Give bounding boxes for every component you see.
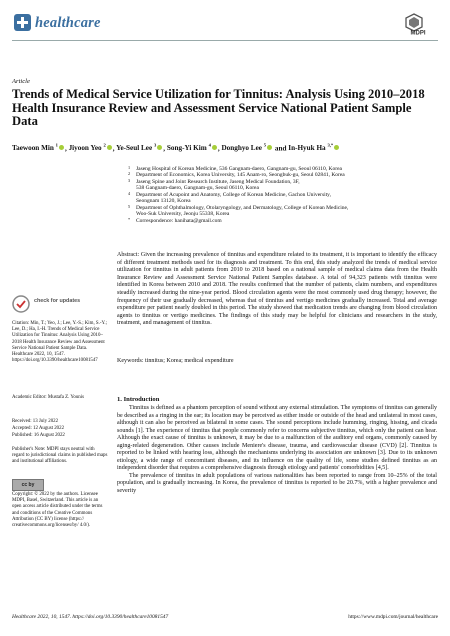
author-name[interactable]: In-Hyuk Ha $^{3,*}$ [288,144,340,152]
affiliation-text: 538 Gangnam-daero, Gangnam-gu, Seoul 06110, Korea [136,185,259,192]
journal-header [12,8,438,38]
check-updates-label: check for updates [34,298,81,304]
author-affiliation-sup: 3 [154,143,157,148]
affiliation-number: 3 [128,177,131,183]
affiliations [128,166,428,224]
orcid-icon[interactable] [334,145,339,150]
journal-name[interactable]: healthcare [35,15,101,31]
affiliation-number: * [128,216,131,222]
affiliation-text: Woo-Suk University, Jeonju 55338, Korea [136,211,230,218]
footer-journal-link[interactable]: https://www.mdpi.com/journal/healthcare [348,614,438,620]
introduction-heading: 1. Introduction [117,396,160,403]
header-divider [12,40,438,41]
author-name[interactable]: Taewoon Min $^1$ [12,144,65,152]
affiliation-number: 2 [128,171,131,177]
publisher-name: MDPI [410,30,426,35]
affiliation-number: 4 [128,190,131,196]
orcid-icon[interactable] [59,145,64,150]
article-title: Trends of Medical Service Utilization for Tinnitus: Analysis Using 2010–2018 Health Insurance Review and Assessment Service National Patient Sample Data [12,87,425,129]
author-affiliation-sup: 2 [103,143,106,148]
author-affiliation-sup: 5 [263,143,267,148]
publisher-note: Publisher's Note: MDPI stays neutral with regard to jurisdictional claims in published maps and institutional affiliations. [12,447,108,465]
affiliation-text: Department of Economics, Korea University, 145 Anam-ro, Seongbuk-gu, Seoul 02841, Korea [136,172,345,179]
mdpi-logo-icon[interactable] [400,13,436,35]
author-affiliation-sup: 3,* [327,143,334,148]
introduction-paragraph: Tinnitus is defined as a phantom perception of sound without any external stimulation. The symptoms of tinnitus can generally be described as a ringing in the ear; its location may be perceived as either inside or outside of the head and unilateral in most cases, although it can also be perceived as bilateral in some cases. The sound perceptions include humming, ringing, hissing, and cicada sounds [1]. The experience of tinnitus that people commonly refer to concerns subjective tinnitus, which only the patient can hear. Although the exact cause of tinnitus is unknown, it may be due to a malfunction of the auditory end organs, commonly caused by aging-related degeneration. Other causes include Meniere's disease, trauma, and cardiovascular disease (CVD) [2]. Tinnitus is reported to be linked with hearing loss, although the mechanisms underlying its association are unknown [3]. Due to its unknown etiology, a wide range of concomitant diseases, and its influence on the quality of life, some studies defined tinnitus as an independent disorder that requires a comprehensive diagnosis through etiology and patients' comorbidities [4,5]. [117,405,437,472]
introduction-paragraph: The prevalence of tinnitus in adult populations of various nationalities has been reported to range from 10–25% of the total population, and is gradually increasing. In Korea, the prevalence of tinnitus is reported to be 20.7%, with a higher prevalence and severity [117,472,437,495]
affiliation-text: Correspondence: hanihata@gmail.com [136,217,222,224]
affiliation-number: 5 [128,203,131,209]
author-affiliation-sup: 1 [55,143,58,148]
check-updates-button[interactable] [12,295,108,317]
author-name[interactable]: Song-Yi Kim $^4$ [167,144,218,152]
check-for-updates-icon [12,295,30,313]
orcid-icon[interactable] [157,145,162,150]
orcid-icon[interactable] [107,145,112,150]
author-name[interactable]: Donghyo Lee $^5$ [221,144,273,152]
published-date: Published: 16 August 2022 [12,433,65,438]
affiliation-text: Jaseng Spine and Joint Research Institute, Jaseng Medical Foundation, 3F, [136,178,300,185]
journal-logo-icon [14,14,31,31]
author-affiliation-sup: 4 [208,143,211,148]
author-name[interactable]: Ye-Seul Lee $^3$ [116,144,163,152]
affiliation-text: Department of Ophthalmology, Otolaryngology, and Dermatology, College of Korean Medicine, [136,204,349,211]
affiliation-text: Jaseng Hospital of Korean Medicine, 536 Gangnam-daero, Gangnam-gu, Seoul 06110, Korea [136,166,342,172]
author-name[interactable]: Jiyoon Yeo $^2$ [69,144,113,152]
academic-editor: Academic Editor: Mustafa Z. Younis [12,395,84,400]
orcid-icon[interactable] [212,145,217,150]
author-list: Taewoon Min $^1$ , Jiyoon Yeo $^2$ , Ye-Seul Lee $^3$ , Song-Yi Kim $^4$ , Donghyo Lee $^5$ and In-Hyuk Ha $^{3,*}$ [12,143,438,152]
orcid-icon[interactable] [267,145,272,150]
accepted-date: Accepted: 12 August 2022 [12,426,65,431]
keywords: Keywords: tinnitus; Korea; medical expenditure [117,358,234,364]
abstract: Abstract: Given the increasing prevalence of tinnitus and expenditure related to its treatment, it is important to identify the efficacy of different treatment methods used for its diagnosis and treatment. To this end, this study analyzed the trends of medical service utilization for tinnitus in adult patients from 2010 to 2018 based on a national sample of medical claims data from the Health Insurance Review and Assessment Service National Patient Samples database. A total of 94,323 patients with tinnitus were identified in Korea between 2010 and 2018. The results confirmed that the number of patients, claim numbers, and expenditures steadily increased during the nine-year period. Blood circulation agents were the most commonly used drug therapy; however, the frequency of their use gradually decreased, whereas that of tinnitus and vertigo medicines gradually increased. Total and average expenditure per patient nearly doubled in this period. The study showed that medication trends are changing from blood circulation agents to tinnitus or vertigo medicines. The findings of this study may be helpful for clinicians and researchers in the study, treatment, and management of tinnitus. [117,252,437,327]
introduction-body [117,405,437,496]
affiliation-row [128,218,428,224]
affiliation-text: Department of Acupoint and Anatomy, College of Korean Medicine, Gachon University, [136,191,331,198]
citation-block: Citation: Min, T.; Yeo, J.; Lee, Y.-S.; Kim, S.-Y.; Lee, D.; Ha, I.-H. Trends of Medical Service Utilization for Tinnitus: Analysis Using 2010–2018 Health Insurance Review and Assessment Service National Patient Sample Data. Healthcare 2022, 10, 1547. https://doi.org/10.3390/healthcare10081547 [12,321,107,364]
copyright-notice: Copyright: © 2022 by the authors. Licensee MDPI, Basel, Switzerland. This article is an open access article distributed under the terms and conditions of the Creative Commons Attribution (CC BY) license (https:// creativecommons.org/licenses/by/ 4.0/). [12,492,103,529]
license-badge-wrap [12,479,108,491]
article-type: Article [12,78,30,85]
cc-by-license-icon[interactable]: cc by [12,479,44,491]
received-date: Received: 13 July 2022 [12,419,59,424]
affiliation-number: 1 [128,165,131,170]
footer-doi-link[interactable]: Healthcare 2022, 10, 1547. https://doi.org/10.3390/healthcare10081547 [12,614,169,620]
affiliation-text: Seongnam 13120, Korea [136,198,191,205]
